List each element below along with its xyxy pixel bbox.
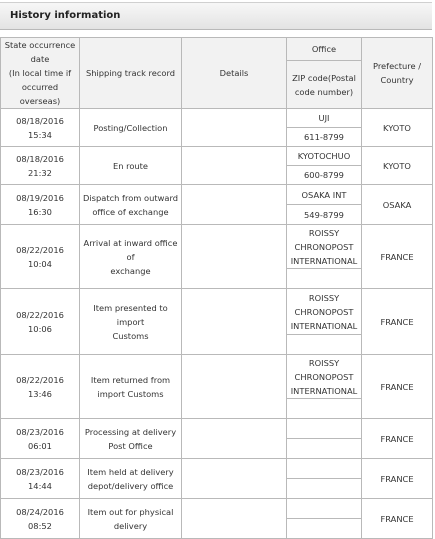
table-row xyxy=(1,355,433,399)
record-cell-line: Item returned from xyxy=(90,374,171,385)
details-cell xyxy=(182,147,287,185)
office-cell-line: ROISSY xyxy=(308,227,340,238)
table-row xyxy=(1,109,433,128)
office-cell-line: INTERNATIONAL xyxy=(290,255,358,266)
details-cell xyxy=(182,499,287,539)
record-cell xyxy=(80,225,182,289)
record-cell xyxy=(80,355,182,419)
prefecture-cell: FRANCE xyxy=(362,225,433,289)
record-cell-line: Customs xyxy=(112,330,149,341)
office-cell xyxy=(287,225,362,269)
details-cell xyxy=(182,459,287,499)
details-cell xyxy=(182,225,287,289)
details-cell xyxy=(182,355,287,419)
record-cell xyxy=(80,185,182,225)
date-cell: 08/22/2016 10:04 xyxy=(1,225,80,289)
record-cell xyxy=(80,419,182,459)
date-cell: 08/18/2016 15:34 xyxy=(1,109,80,147)
table-row xyxy=(1,459,433,479)
table-row xyxy=(1,419,433,439)
office-cell-line: KYOTOCHUO xyxy=(297,151,351,161)
table-row xyxy=(1,289,433,335)
record-cell-line: exchange xyxy=(110,265,151,276)
office-cell xyxy=(287,185,362,205)
table-row xyxy=(1,185,433,205)
zip-cell xyxy=(287,519,362,539)
prefecture-cell: FRANCE xyxy=(362,499,433,539)
office-cell-line: OSAKA INT xyxy=(301,189,347,200)
date-cell: 08/19/2016 16:30 xyxy=(1,185,80,225)
office-cell-line: ROISSY xyxy=(308,292,340,303)
office-cell-line: ROISSY xyxy=(308,357,340,368)
record-cell xyxy=(80,499,182,539)
record-cell-line: Processing at delivery xyxy=(84,426,177,437)
office-cell-line: CHRONOPOST xyxy=(294,371,354,382)
record-cell-line: Arrival at inward office of xyxy=(83,237,178,262)
record-cell xyxy=(80,459,182,499)
history-title: History information xyxy=(10,10,121,21)
record-cell-line: Item presented to import xyxy=(93,302,168,327)
office-cell-line: INTERNATIONAL xyxy=(290,385,358,396)
record-cell-line: delivery xyxy=(113,520,148,531)
record-cell xyxy=(80,109,182,147)
record-cell xyxy=(80,289,182,355)
prefecture-cell: FRANCE xyxy=(362,459,433,499)
prefecture-cell: FRANCE xyxy=(362,355,433,419)
prefecture-cell: OSAKA xyxy=(362,185,433,225)
details-cell xyxy=(182,109,287,147)
column-header-details: Details xyxy=(182,38,287,109)
office-cell xyxy=(287,109,362,128)
zip-cell: 549-8799 xyxy=(287,205,362,225)
office-cell xyxy=(287,499,362,519)
record-cell-line: depot/delivery office xyxy=(87,480,174,491)
office-cell xyxy=(287,289,362,335)
record-cell-line: office of exchange xyxy=(92,206,169,217)
column-header-zip: ZIP code(Postal code number) xyxy=(287,61,362,109)
office-cell xyxy=(287,459,362,479)
column-header-prefecture: Prefecture / Country xyxy=(362,38,433,109)
record-cell-line: Item out for physical xyxy=(87,506,174,517)
office-cell-line: UJI xyxy=(318,113,330,123)
office-cell-line: CHRONOPOST xyxy=(294,241,354,252)
record-cell-line: import Customs xyxy=(97,388,164,399)
zip-cell xyxy=(287,479,362,499)
prefecture-cell: FRANCE xyxy=(362,419,433,459)
details-cell xyxy=(182,185,287,225)
table-row xyxy=(1,225,433,269)
history-header xyxy=(0,2,432,30)
office-cell xyxy=(287,355,362,399)
zip-cell xyxy=(287,269,362,289)
record-cell-line: Posting/Collection xyxy=(93,122,168,133)
zip-cell: 611-8799 xyxy=(287,128,362,147)
column-header-record: Shipping track record xyxy=(80,38,182,109)
record-cell xyxy=(80,147,182,185)
zip-cell xyxy=(287,399,362,419)
date-cell: 08/18/2016 21:32 xyxy=(1,147,80,185)
column-header-office: Office xyxy=(287,38,362,61)
prefecture-cell: KYOTO xyxy=(362,147,433,185)
date-cell: 08/24/2016 08:52 xyxy=(1,499,80,539)
history-table xyxy=(0,37,433,539)
table-row xyxy=(1,147,433,166)
office-cell-line: CHRONOPOST xyxy=(294,306,354,317)
office-cell xyxy=(287,419,362,439)
record-cell-line: Post Office xyxy=(108,440,153,451)
zip-cell: 600-8799 xyxy=(287,166,362,185)
date-cell: 08/22/2016 10:06 xyxy=(1,289,80,355)
history-table-body xyxy=(1,109,433,539)
details-cell xyxy=(182,419,287,459)
prefecture-cell: KYOTO xyxy=(362,109,433,147)
record-cell-line: Item held at delivery xyxy=(87,466,174,477)
record-cell-line: Dispatch from outward xyxy=(82,192,178,203)
zip-cell xyxy=(287,335,362,355)
details-cell xyxy=(182,289,287,355)
zip-cell xyxy=(287,439,362,459)
date-cell: 08/23/2016 14:44 xyxy=(1,459,80,499)
office-cell xyxy=(287,147,362,166)
column-header-date: State occurrence date (In local time if occurred overseas) xyxy=(1,38,80,109)
record-cell-line: En route xyxy=(112,160,149,171)
table-row xyxy=(1,499,433,519)
prefecture-cell: FRANCE xyxy=(362,289,433,355)
date-cell: 08/23/2016 06:01 xyxy=(1,419,80,459)
history-table-header xyxy=(1,38,433,109)
date-cell: 08/22/2016 13:46 xyxy=(1,355,80,419)
office-cell-line: INTERNATIONAL xyxy=(290,320,358,331)
